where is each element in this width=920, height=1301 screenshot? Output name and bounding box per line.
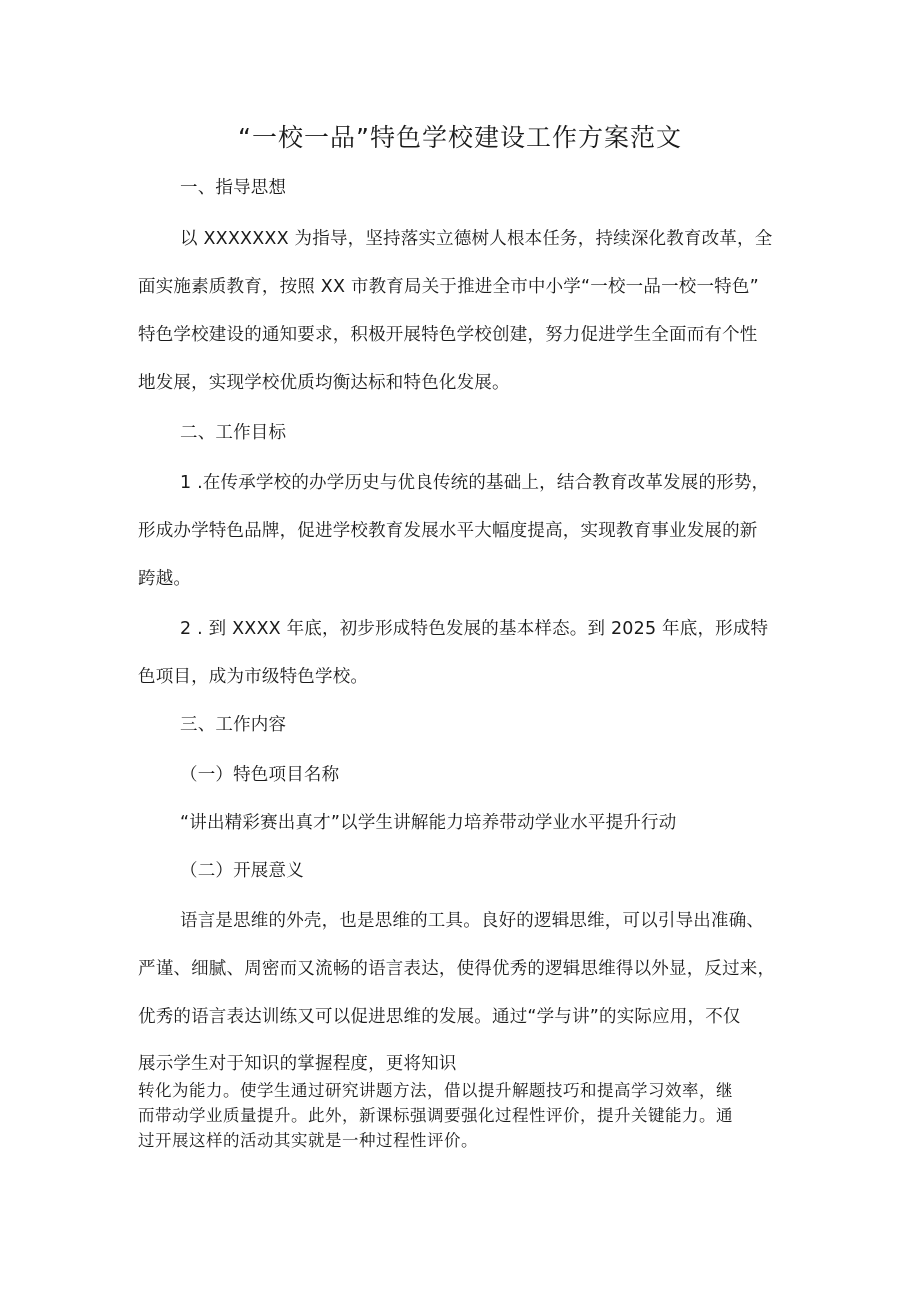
paragraph-line: 语言是思维的外壳，也是思维的工具。良好的逻辑思维，可以引导出准确、: [180, 911, 765, 931]
paragraph-line: 过开展这样的活动其实就是一种过程性评价。: [138, 1131, 478, 1150]
paragraph-line: 特色学校建设的通知要求，积极开展特色学校创建，努力促进学生全面而有个性: [138, 325, 758, 345]
paragraph-line: 以 XXXXXXX 为指导，坚持落实立德树人根本任务，持续深化教育改革，全: [180, 229, 773, 249]
document-title: “一校一品”特色学校建设工作方案范文: [238, 123, 682, 152]
goal-line: 2 . 到 XXXX 年底，初步形成特色发展的基本样态。到 2025 年底，形成特: [180, 619, 769, 639]
subsection-heading-project-name: （一）特色项目名称: [180, 765, 340, 785]
section-heading-work-goals: 二、工作目标: [180, 423, 287, 443]
goal-line: 1 .在传承学校的办学历史与优良传统的基础上，结合教育改革发展的形势，: [180, 473, 770, 493]
goal-line: 色项目，成为市级特色学校。: [138, 667, 369, 687]
section-heading-guiding-ideology: 一、指导思想: [180, 178, 287, 198]
paragraph-line: 而带动学业质量提升。此外，新课标强调要强化过程性评价，提升关键能力。通: [138, 1106, 733, 1125]
paragraph-line: 展示学生对于知识的掌握程度，更将知识: [138, 1054, 457, 1074]
section-heading-work-content: 三、工作内容: [180, 715, 287, 735]
project-name-text: “讲出精彩赛出真才”以学生讲解能力培养带动学业水平提升行动: [180, 813, 677, 833]
goal-line: 跨越。: [138, 569, 192, 589]
paragraph-line: 优秀的语言表达训练又可以促进思维的发展。通过“学与讲”的实际应用，不仅: [138, 1007, 741, 1027]
paragraph-line: 面实施素质教育，按照 XX 市教育局关于推进全市中小学“一校一品一校一特色”: [138, 277, 759, 297]
subsection-heading-significance: （二）开展意义: [180, 861, 304, 881]
goal-line: 形成办学特色品牌，促进学校教育发展水平大幅度提高，实现教育事业发展的新: [138, 521, 758, 541]
paragraph-line: 严谨、细腻、周密而又流畅的语言表达，使得优秀的逻辑思维得以外显，反过来，: [138, 959, 776, 979]
paragraph-line: 转化为能力。使学生通过研究讲题方法，借以提升解题技巧和提高学习效率，继: [138, 1081, 733, 1100]
continuation-paragraph: [138, 1078, 798, 1153]
paragraph-line: 地发展，实现学校优质均衡达标和特色化发展。: [138, 373, 510, 393]
